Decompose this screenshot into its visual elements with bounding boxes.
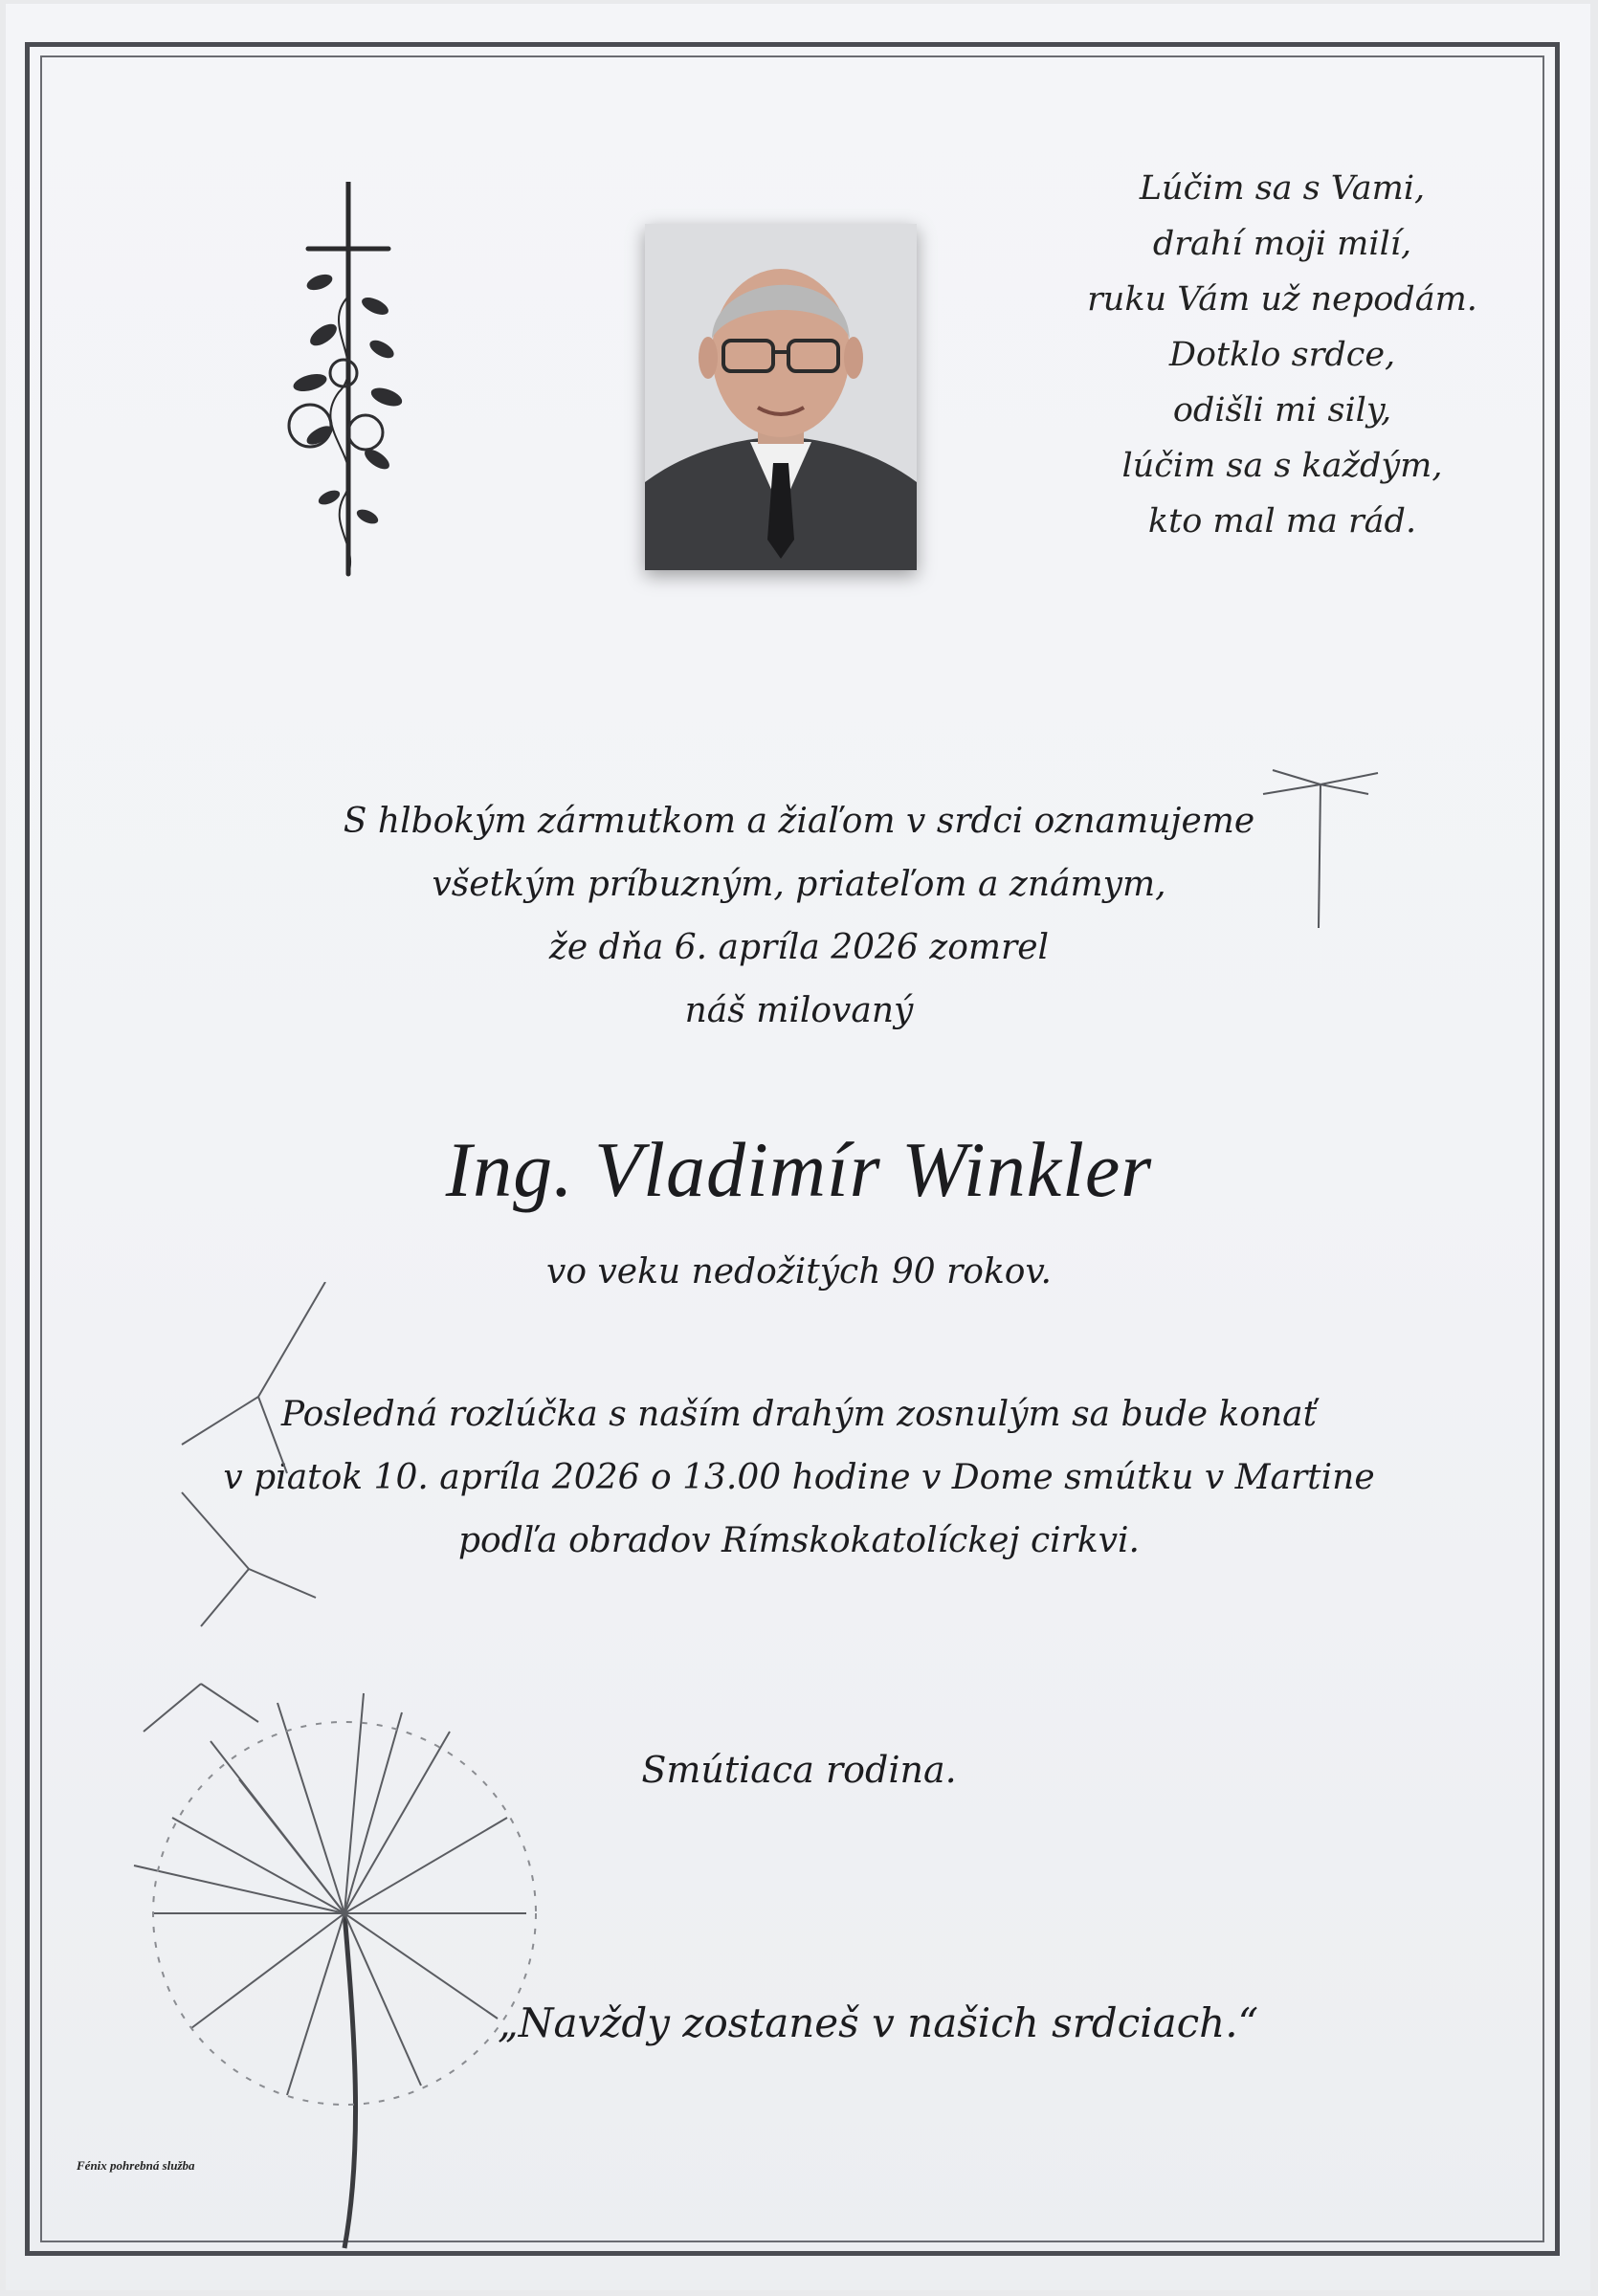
poem-line: drahí moji milí, [1152,225,1412,263]
announcement-text [0,790,1598,1043]
portrait-photo [645,224,917,570]
funeral-service-name: Fénix pohrebná služba [77,2158,195,2173]
poem-line: Dotklo srdce, [1168,336,1396,374]
farewell-line: Posledná rozlúčka s naším drahým zosnulým sa bude konať [280,1395,1318,1434]
motto-quote: „Navždy zostaneš v našich srdciach.“ [498,1999,1259,2046]
poem-line: odišli mi sily, [1172,391,1392,430]
announcement-line: náš milovaný [684,991,914,1030]
announcement-line: že dňa 6. apríla 2026 zomrel [548,928,1050,967]
poem-line: kto mal ma rád. [1147,502,1417,541]
poem-line: Lúčim sa s Vami, [1139,169,1426,208]
poem-line: ruku Vám už nepodám. [1087,280,1477,319]
family-signature: Smútiaca rodina. [641,1749,957,1791]
farewell-line: v piatok 10. apríla 2026 o 13.00 hodine v Dome smútku v Martine [223,1458,1375,1497]
announcement-line: S hlbokým zármutkom a žiaľom v srdci oznamujeme [343,802,1255,841]
age-line: vo veku nedožitých 90 rokov. [546,1252,1052,1292]
dandelion-icon [57,1282,555,2258]
farewell-line: podľa obradov Rímskokatolíckej cirkvi. [457,1521,1141,1560]
poem-line: lúčim sa s každým, [1121,447,1443,485]
deceased-name: Ing. Vladimír Winkler [445,1126,1153,1213]
farewell-poem [1072,161,1493,549]
cross-with-flowers-icon [253,182,425,593]
announcement-line: všetkým príbuzným, priateľom a známym, [432,865,1166,904]
